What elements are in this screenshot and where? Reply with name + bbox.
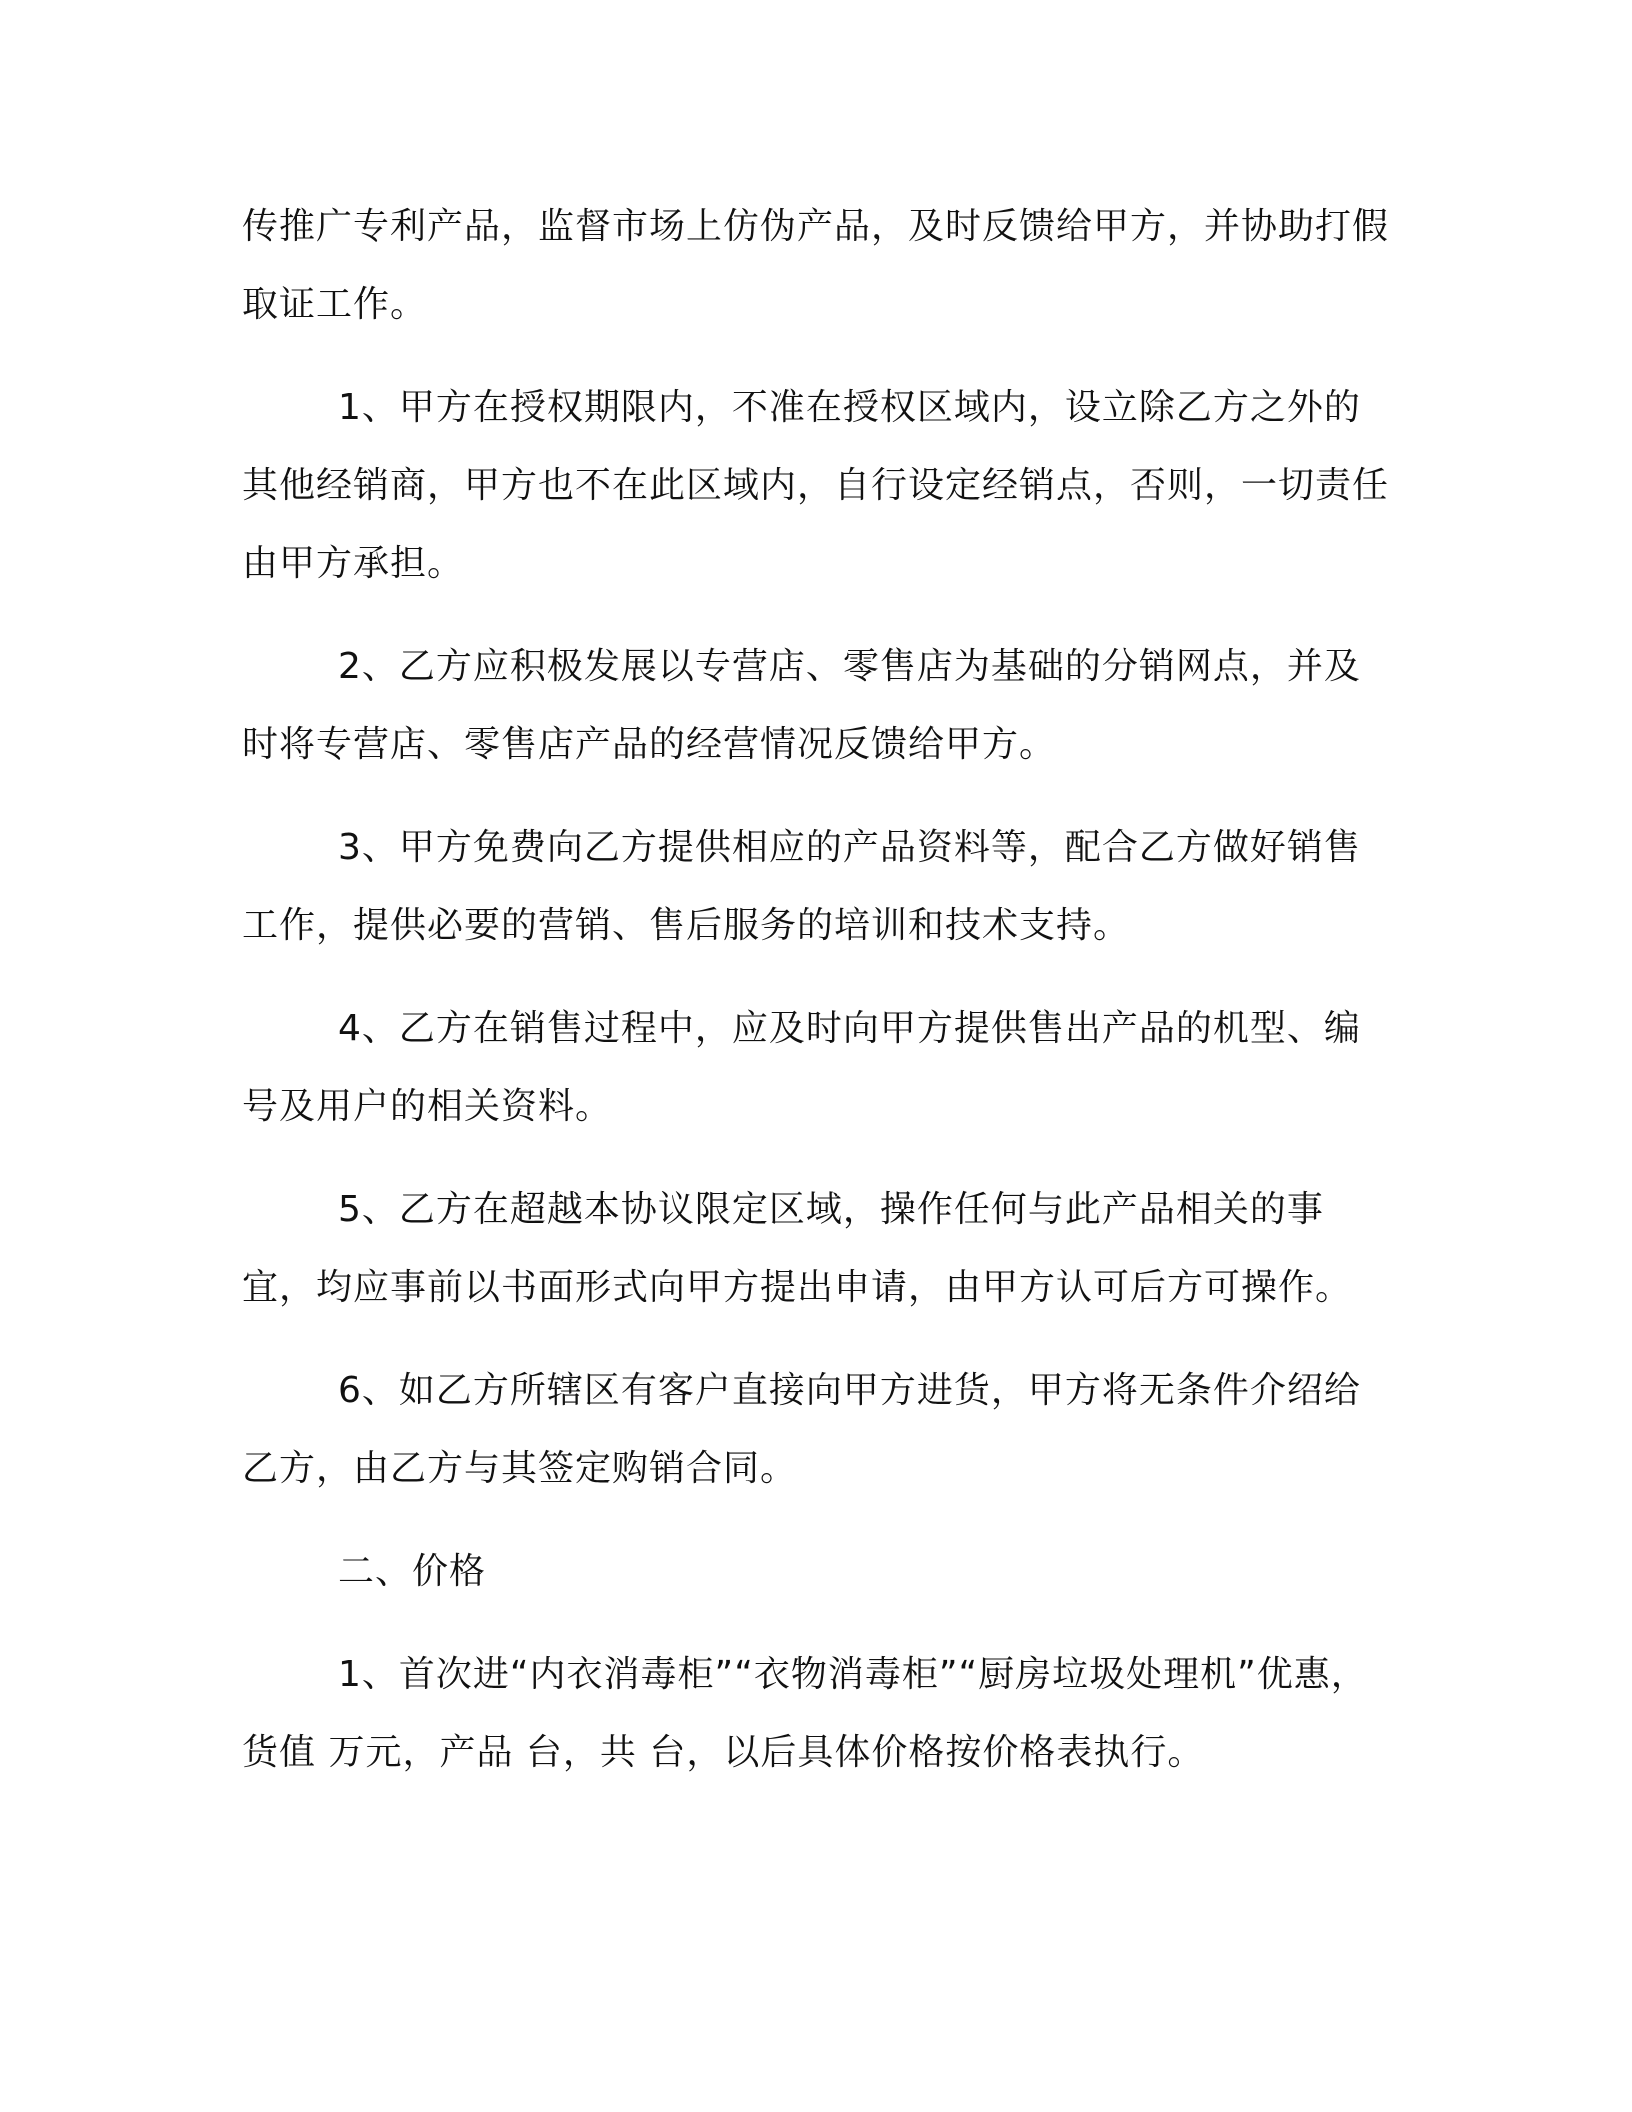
paragraph-clause-1: 1、甲方在授权期限内，不准在授权区域内，设立除乙方之外的其他经销商，甲方也不在此区域内，自行设定经销点，否则，一切责任由甲方承担。 — [242, 387, 1390, 584]
paragraph-clause-2: 2、乙方应积极发展以专营店、零售店为基础的分销网点，并及时将专营店、零售店产品的经营情况反馈给甲方。 — [242, 646, 1361, 765]
paragraph-clause-3: 3、甲方免费向乙方提供相应的产品资料等，配合乙方做好销售工作，提供必要的营销、售后服务的培训和技术支持。 — [242, 827, 1361, 946]
paragraph-clause-4: 4、乙方在销售过程中，应及时向甲方提供售出产品的机型、编号及用户的相关资料。 — [242, 1008, 1361, 1127]
paragraph-clause-6: 6、如乙方所辖区有客户直接向甲方进货，甲方将无条件介绍给乙方，由乙方与其签定购销合同。 — [242, 1370, 1361, 1489]
paragraph-price-clause-1: 1、首次进“内衣消毒柜”“衣物消毒柜”“厨房垃圾处理机”优惠，货值 万元，产品 台，共 台，以后具体价格按价格表执行。 — [242, 1654, 1368, 1773]
paragraph-continuation: 传推广专利产品，监督市场上仿伪产品，及时反馈给甲方，并协助打假取证工作。 — [242, 206, 1390, 325]
paragraph-clause-5: 5、乙方在超越本协议限定区域，操作任何与此产品相关的事宜，均应事前以书面形式向甲方提出申请，由甲方认可后方可操作。 — [242, 1189, 1353, 1308]
document-body — [242, 188, 1392, 1817]
section-heading-price: 二、价格 — [338, 1551, 487, 1592]
